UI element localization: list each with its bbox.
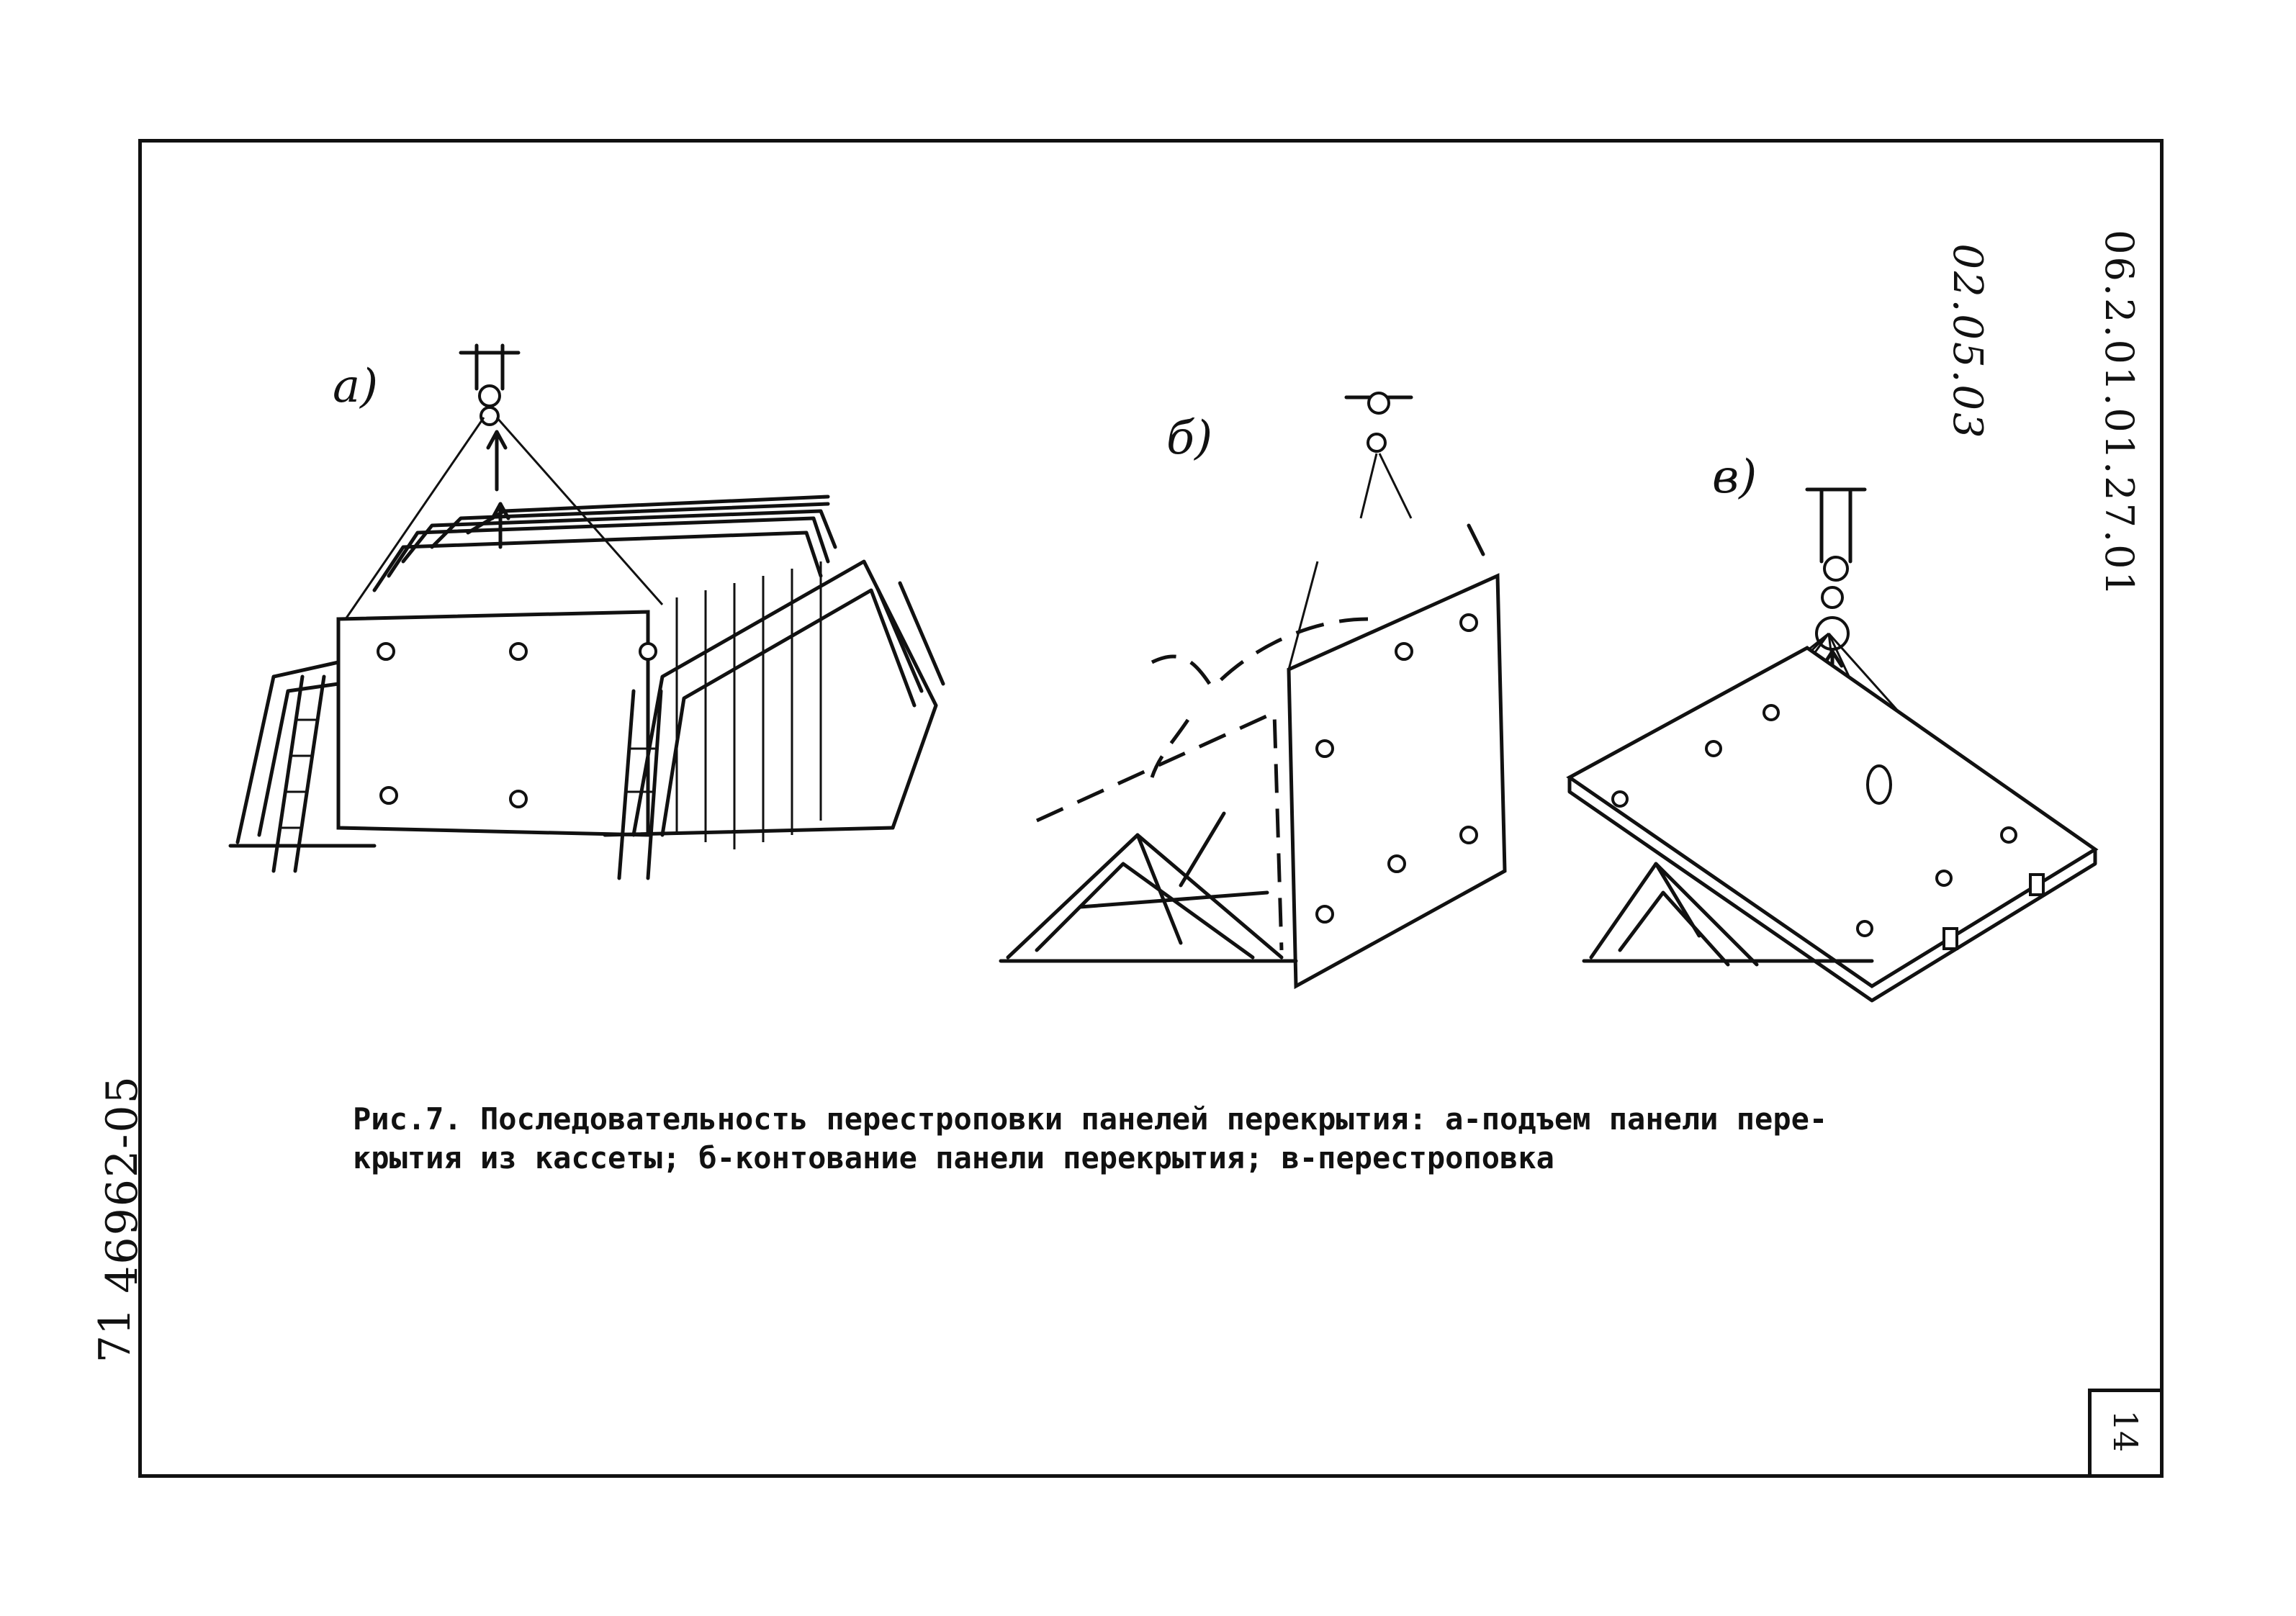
illustration-a [230, 346, 943, 878]
illustration-b [1001, 393, 1505, 986]
figure-caption [353, 1100, 2009, 1178]
side-document-number: 46962-05 [97, 1075, 148, 1294]
side-page-number: 71 [90, 1307, 140, 1363]
page-number: 14 [2106, 1409, 2145, 1453]
illustration-v [1570, 489, 2095, 1001]
figure-label-b: б) [1166, 412, 1213, 465]
document-code-primary: 06.2.01.01.27.01 [2097, 230, 2142, 598]
panel-tilting [1289, 576, 1505, 986]
figure-label-v: в) [1712, 451, 1757, 504]
caption-line-2: крытия из кассеты; б-контование панели перекрытия; в-перестроповка [353, 1140, 1554, 1175]
figure-label-a: а) [333, 360, 379, 413]
document-code-secondary: 02.05.03 [1944, 243, 1991, 441]
caption-line-1: Рис.7. Последовательность перестроповки панелей перекрытия: а-подъем панели пере- [353, 1101, 1828, 1137]
panel-lying [1570, 648, 2095, 986]
